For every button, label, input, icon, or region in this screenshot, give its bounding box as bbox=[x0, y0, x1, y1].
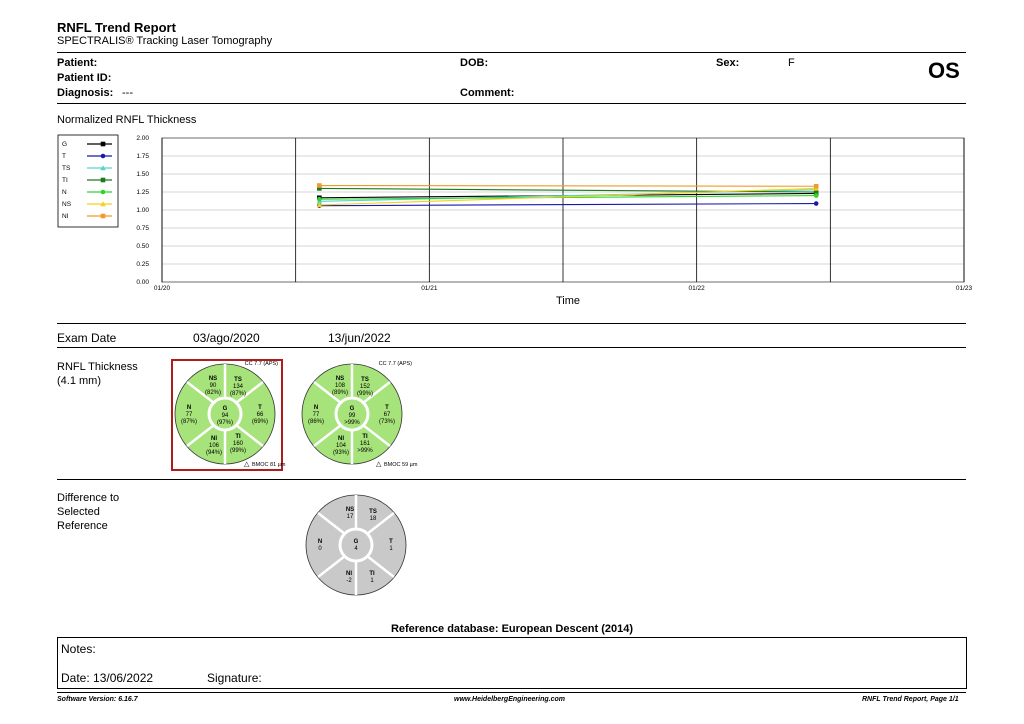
svg-text:TS: TS bbox=[369, 509, 377, 515]
x-tick-label: 01/22 bbox=[688, 285, 705, 292]
svg-text:4: 4 bbox=[354, 546, 358, 552]
trend-title: Normalized RNFL Thickness bbox=[57, 114, 197, 126]
legend-label: TI bbox=[62, 177, 68, 184]
svg-text:77: 77 bbox=[312, 412, 320, 418]
legend-marker bbox=[101, 190, 106, 195]
dob-label: DOB: bbox=[460, 57, 489, 69]
data-point-NI bbox=[814, 184, 819, 189]
svg-text:(99%): (99%) bbox=[356, 391, 374, 397]
legend-marker bbox=[101, 154, 106, 159]
svg-text:(89%): (89%) bbox=[331, 390, 349, 396]
svg-text:TS: TS bbox=[234, 377, 242, 383]
y-tick-label: 0.00 bbox=[136, 279, 149, 286]
svg-text:18: 18 bbox=[369, 516, 377, 522]
legend-label: NS bbox=[62, 201, 72, 208]
svg-text:90: 90 bbox=[209, 383, 217, 389]
notes-label: Notes: bbox=[61, 642, 96, 656]
svg-text:160: 160 bbox=[232, 441, 244, 447]
svg-text:>99%: >99% bbox=[357, 448, 373, 454]
exam-1-rnfl-map[interactable] bbox=[172, 358, 286, 470]
exam-divider bbox=[57, 347, 966, 348]
legend-label: G bbox=[62, 141, 68, 148]
y-tick-label: 0.50 bbox=[136, 243, 149, 250]
exam-date-2: 13/jun/2022 bbox=[328, 331, 391, 345]
svg-text:134: 134 bbox=[232, 384, 244, 390]
software-version: Software Version: 6.16.7 bbox=[57, 696, 138, 703]
svg-text:161: 161 bbox=[359, 441, 371, 447]
diagnosis-value: --- bbox=[122, 87, 133, 99]
x-tick-label: 01/23 bbox=[955, 285, 973, 292]
eye-indicator: OS bbox=[928, 58, 960, 83]
report-subtitle: SPECTRALIS® Tracking Laser Tomography bbox=[57, 35, 273, 47]
svg-text:NS: NS bbox=[208, 376, 218, 382]
svg-text:0: 0 bbox=[318, 546, 322, 552]
svg-text:67: 67 bbox=[383, 412, 391, 418]
svg-text:-2: -2 bbox=[346, 578, 352, 584]
svg-text:(87%): (87%) bbox=[180, 419, 198, 425]
svg-text:NS: NS bbox=[345, 507, 355, 513]
svg-text:(97%): (97%) bbox=[216, 420, 234, 426]
svg-text:NI: NI bbox=[211, 436, 217, 442]
data-point-T bbox=[814, 201, 819, 206]
y-tick-label: 1.50 bbox=[136, 171, 149, 178]
patient-divider bbox=[57, 103, 966, 104]
patient-label: Patient: bbox=[57, 57, 98, 69]
svg-text:(94%): (94%) bbox=[205, 450, 223, 456]
svg-text:TI: TI bbox=[369, 571, 375, 577]
legend-marker bbox=[101, 178, 106, 183]
legend-marker bbox=[101, 214, 106, 219]
svg-text:>99%: >99% bbox=[344, 420, 360, 426]
chart-divider bbox=[57, 323, 966, 324]
legend-label: N bbox=[62, 189, 67, 196]
legend-label: T bbox=[62, 153, 66, 160]
patient-id-label: Patient ID: bbox=[57, 72, 112, 84]
page-number: RNFL Trend Report, Page 1/1 bbox=[862, 696, 959, 703]
series-line-TI bbox=[319, 188, 816, 192]
svg-text:94: 94 bbox=[221, 413, 229, 419]
svg-text:(99%): (99%) bbox=[229, 448, 247, 454]
y-tick-label: 1.75 bbox=[136, 153, 149, 160]
x-tick-label: 01/20 bbox=[153, 285, 171, 292]
exam-2-rnfl-map[interactable] bbox=[304, 358, 416, 470]
svg-text:152: 152 bbox=[359, 384, 371, 390]
exam-1-cc: CC 7.7 (APS) bbox=[244, 361, 278, 367]
svg-text:G: G bbox=[222, 406, 228, 412]
svg-text:66: 66 bbox=[256, 412, 264, 418]
svg-text:N: N bbox=[313, 405, 319, 411]
difference-map[interactable] bbox=[304, 493, 408, 597]
delta-icon: △ bbox=[376, 461, 382, 468]
sex-value: F bbox=[788, 57, 795, 69]
exam-2-cc: CC 7.7 (APS) bbox=[378, 361, 412, 367]
diagnosis-label: Diagnosis: bbox=[57, 87, 114, 99]
footer-divider bbox=[57, 692, 966, 693]
data-point-N bbox=[814, 193, 819, 198]
svg-text:G: G bbox=[353, 539, 359, 545]
svg-text:(86%): (86%) bbox=[307, 419, 325, 425]
x-tick-label: 01/21 bbox=[421, 285, 438, 292]
exam-date-label: Exam Date bbox=[57, 331, 117, 345]
chart-xlabel: Time bbox=[555, 295, 581, 307]
svg-text:N: N bbox=[186, 405, 192, 411]
svg-text:TI: TI bbox=[235, 434, 241, 440]
svg-text:NS: NS bbox=[335, 376, 345, 382]
svg-text:NI: NI bbox=[338, 436, 344, 442]
svg-text:77: 77 bbox=[185, 412, 193, 418]
data-point-NI bbox=[317, 183, 322, 188]
reference-database: Reference database: European Descent (2014) bbox=[390, 623, 634, 635]
rnfl-divider bbox=[57, 479, 966, 480]
svg-text:(73%): (73%) bbox=[378, 419, 396, 425]
legend-label: NI bbox=[62, 213, 69, 220]
svg-text:T: T bbox=[258, 405, 262, 411]
svg-text:(82%): (82%) bbox=[204, 390, 222, 396]
data-point-N bbox=[317, 197, 322, 202]
svg-text:(69%): (69%) bbox=[251, 419, 269, 425]
exam-1-bmo: BMOC 81 µm bbox=[252, 462, 286, 468]
notes-box[interactable] bbox=[57, 637, 967, 689]
svg-text:99: 99 bbox=[348, 413, 356, 419]
exam-2-bmo: BMOC 59 µm bbox=[384, 462, 418, 468]
y-tick-label: 1.25 bbox=[136, 189, 149, 196]
trend-chart bbox=[57, 128, 973, 310]
difference-label: Difference to Selected Reference bbox=[57, 492, 120, 532]
svg-text:TS: TS bbox=[361, 377, 369, 383]
svg-text:T: T bbox=[389, 539, 393, 545]
series-line-NI bbox=[319, 186, 816, 187]
signature-label: Signature: bbox=[207, 671, 262, 685]
svg-text:T: T bbox=[385, 405, 389, 411]
sex-label: Sex: bbox=[716, 57, 740, 69]
svg-text:1: 1 bbox=[389, 546, 393, 552]
rnfl-label: RNFL Thickness (4.1 mm) bbox=[57, 361, 138, 387]
website-link[interactable]: www.HeidelbergEngineering.com bbox=[454, 696, 565, 703]
svg-text:108: 108 bbox=[334, 383, 346, 389]
legend-label: TS bbox=[62, 165, 71, 172]
svg-text:NI: NI bbox=[346, 571, 352, 577]
svg-text:(87%): (87%) bbox=[229, 391, 247, 397]
svg-text:N: N bbox=[317, 539, 323, 545]
y-tick-label: 0.75 bbox=[136, 225, 149, 232]
svg-text:(93%): (93%) bbox=[332, 450, 350, 456]
svg-text:106: 106 bbox=[208, 443, 220, 449]
series-line-T bbox=[319, 204, 816, 206]
svg-text:17: 17 bbox=[346, 514, 354, 520]
svg-text:1: 1 bbox=[370, 578, 374, 584]
difference-center bbox=[340, 529, 372, 561]
y-tick-label: 2.00 bbox=[136, 135, 149, 142]
y-tick-label: 0.25 bbox=[136, 261, 149, 268]
svg-text:G: G bbox=[349, 406, 355, 412]
comment-label: Comment: bbox=[460, 87, 515, 99]
svg-text:104: 104 bbox=[335, 443, 347, 449]
y-tick-label: 1.00 bbox=[136, 207, 149, 214]
svg-text:TI: TI bbox=[362, 434, 368, 440]
delta-icon: △ bbox=[244, 461, 250, 468]
report-title: RNFL Trend Report bbox=[57, 20, 176, 35]
notes-date: Date: 13/06/2022 bbox=[61, 671, 154, 685]
legend-marker bbox=[101, 142, 106, 147]
exam-date-1: 03/ago/2020 bbox=[193, 331, 260, 345]
header-divider bbox=[57, 52, 966, 53]
